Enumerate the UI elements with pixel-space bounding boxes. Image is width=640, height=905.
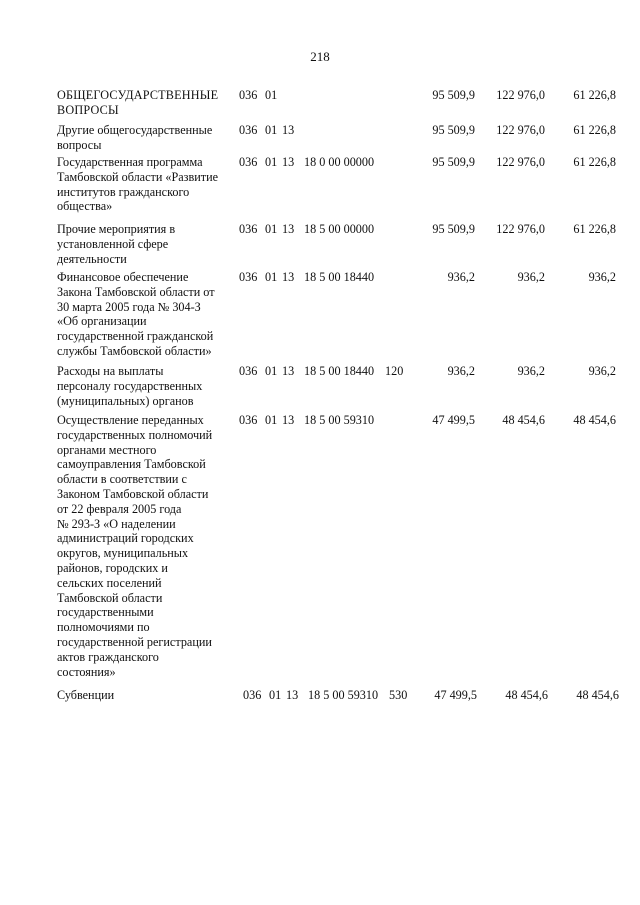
code-rz: 01 [269,688,282,702]
code-ved: 036 [243,688,262,702]
code-csr: 18 5 00 59310 [308,688,379,702]
page-number: 218 [310,49,330,64]
amount-year1: 936,2 [447,364,475,378]
amount-year3: 61 226,8 [573,123,616,137]
row-name: ОБЩЕГОСУДАРСТВЕННЫЕ ВОПРОСЫ [57,88,219,117]
code-rz: 01 [265,88,278,102]
amount-year2: 936,2 [517,270,545,284]
code-csr: 18 5 00 18440 [304,270,375,284]
amount-year1: 95 509,9 [432,88,475,102]
row-name: Расходы на выплаты персоналу государственных (муниципальных) органов [57,364,203,408]
amount-year3: 48 454,6 [576,688,619,702]
code-pr: 13 [282,222,295,236]
code-ved: 036 [239,88,258,102]
amount-year3: 936,2 [588,270,616,284]
amount-year1: 95 509,9 [432,155,475,169]
amount-year2: 122 976,0 [496,123,545,137]
code-pr: 13 [282,123,295,137]
amount-year3: 61 226,8 [573,88,616,102]
amount-year1: 47 499,5 [434,688,477,702]
amount-year3: 61 226,8 [573,155,616,169]
code-rz: 01 [265,155,278,169]
code-csr: 18 5 00 00000 [304,222,375,236]
amount-year1: 936,2 [447,270,475,284]
code-rz: 01 [265,222,278,236]
code-rz: 01 [265,413,278,427]
code-rz: 01 [265,270,278,284]
row-name: Финансовое обеспечение Закона Тамбовской области от 30 марта 2005 года № 304-З «Об организации государственной гражданской службы Тамбовской области» [57,270,215,358]
code-ved: 036 [239,413,258,427]
amount-year2: 122 976,0 [496,88,545,102]
code-vr: 120 [385,364,404,378]
amount-year1: 95 509,9 [432,123,475,137]
amount-year2: 48 454,6 [505,688,548,702]
amount-year3: 61 226,8 [573,222,616,236]
code-pr: 13 [282,413,295,427]
code-csr: 18 5 00 18440 [304,364,375,378]
code-pr: 13 [282,364,295,378]
code-ved: 036 [239,123,258,137]
amount-year1: 95 509,9 [432,222,475,236]
row-name: Субвенции [57,688,115,702]
code-ved: 036 [239,222,258,236]
code-csr: 18 0 00 00000 [304,155,375,169]
code-pr: 13 [286,688,299,702]
row-name: Прочие мероприятия в установленной сфере деятельности [57,222,176,266]
code-ved: 036 [239,364,258,378]
code-csr: 18 5 00 59310 [304,413,375,427]
code-ved: 036 [239,270,258,284]
code-ved: 036 [239,155,258,169]
row-name: Государственная программа Тамбовской области «Развитие институтов гражданского общества» [57,155,219,214]
amount-year3: 936,2 [588,364,616,378]
amount-year2: 48 454,6 [502,413,545,427]
row-name: Другие общегосударственные вопросы [57,123,213,152]
code-rz: 01 [265,364,278,378]
amount-year2: 936,2 [517,364,545,378]
code-rz: 01 [265,123,278,137]
code-vr: 530 [389,688,408,702]
amount-year3: 48 454,6 [573,413,616,427]
code-pr: 13 [282,155,295,169]
amount-year2: 122 976,0 [496,155,545,169]
amount-year1: 47 499,5 [432,413,475,427]
amount-year2: 122 976,0 [496,222,545,236]
code-pr: 13 [282,270,295,284]
row-name: Осуществление переданных государственных полномочий органами местного самоуправления Тамбовской области в соответствии с Законом Тамбовской области от 22 февраля 2005 года № 293-З «О наделении администраций городских округов, муниципальных районов, городских и сельских поселений Тамбовской области государственными полномочиями по государственной регистрации актов гражданского состояния» [57,413,213,679]
